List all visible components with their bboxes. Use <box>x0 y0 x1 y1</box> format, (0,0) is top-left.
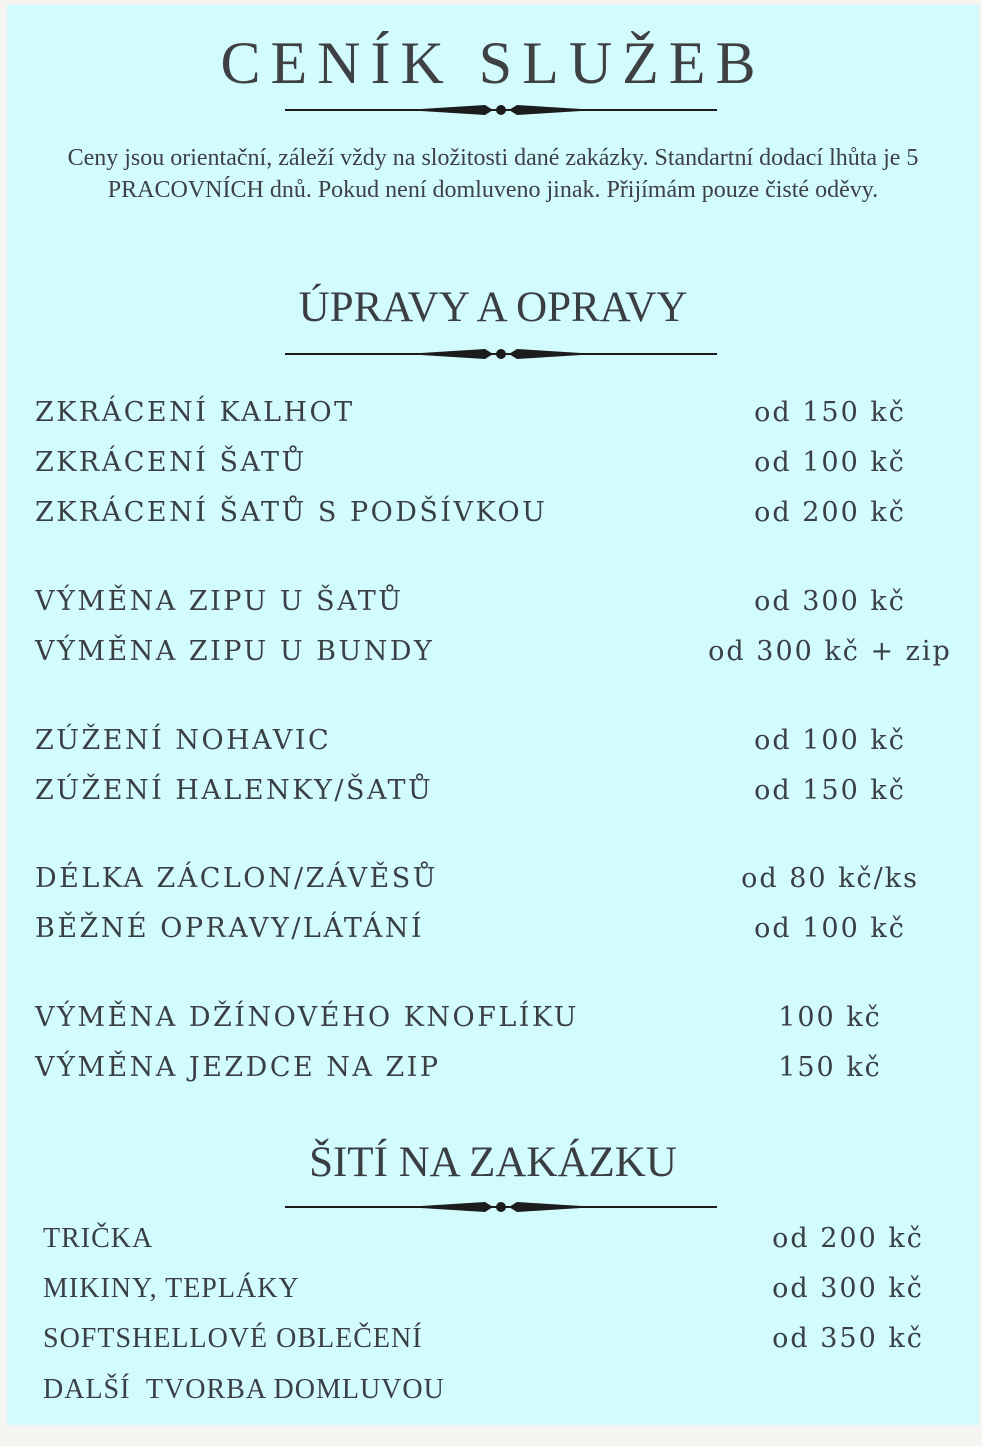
service-price: 100 kč <box>778 1002 882 1033</box>
service-price: 150 kč <box>778 1052 882 1083</box>
service-name: ZKRÁCENÍ ŠATŮ S PODŠÍVKOU <box>35 497 548 528</box>
list-item <box>43 1372 963 1408</box>
service-name: BĚŽNÉ OPRAVY/LÁTÁNÍ <box>35 913 425 944</box>
service-name: VÝMĚNA ZIPU U ŠATŮ <box>35 586 404 617</box>
ornament-divider <box>285 102 717 118</box>
service-name: DALŠÍ TVORBA DOMLUVOU <box>43 1374 445 1405</box>
list-item <box>35 861 975 897</box>
list-item <box>43 1321 963 1357</box>
list-item <box>35 773 975 809</box>
list-item <box>35 584 975 620</box>
service-name: VÝMĚNA JEZDCE NA ZIP <box>35 1052 441 1083</box>
service-name: MIKINY, TEPLÁKY <box>43 1273 300 1304</box>
section-heading-custom-sewing: ŠITÍ NA ZAKÁZKU <box>309 1139 677 1186</box>
service-price: od 300 kč <box>772 1273 924 1304</box>
service-price: od 100 kč <box>754 725 906 756</box>
intro-text: Ceny jsou orientační, záleží vždy na složitosti dané zakázky. Standartní dodací lhůta je 5 PRACOVNÍCH dnů. Pokud není domluveno jinak. Přijímám pouze čisté oděvy. <box>67 145 919 203</box>
service-price: od 100 kč <box>754 447 906 478</box>
service-price: od 200 kč <box>754 497 906 528</box>
service-price: od 300 kč + zip <box>708 636 952 667</box>
ornament-divider <box>285 346 717 362</box>
list-item <box>43 1221 963 1257</box>
service-price: od 100 kč <box>754 913 906 944</box>
price-list-card <box>7 5 979 1425</box>
service-price: od 200 kč <box>772 1223 924 1254</box>
service-price: od 350 kč <box>772 1323 924 1354</box>
list-item <box>35 395 975 431</box>
service-name: ZKRÁCENÍ ŠATŮ <box>35 447 307 478</box>
list-item <box>35 495 975 531</box>
service-name: VÝMĚNA DŽÍNOVÉHO KNOFLÍKU <box>35 1002 579 1033</box>
service-price: od 300 kč <box>754 586 906 617</box>
list-item <box>35 445 975 481</box>
service-price: od 150 kč <box>754 775 906 806</box>
list-item <box>35 1000 975 1036</box>
service-name: ZÚŽENÍ HALENKY/ŠATŮ <box>35 775 434 806</box>
service-price: od 150 kč <box>754 397 906 428</box>
service-name: ZKRÁCENÍ KALHOT <box>35 397 355 428</box>
service-name: DÉLKA ZÁCLON/ZÁVĚSŮ <box>35 863 439 894</box>
list-item <box>35 634 975 670</box>
service-name: VÝMĚNA ZIPU U BUNDY <box>35 636 435 667</box>
page-title: CENÍK SLUŽEB <box>220 30 766 96</box>
section-heading-repairs: ÚPRAVY A OPRAVY <box>298 284 688 331</box>
list-item <box>35 1050 975 1086</box>
list-item <box>43 1271 963 1307</box>
service-price: od 80 kč/ks <box>741 863 919 894</box>
list-item <box>35 911 975 947</box>
service-name: SOFTSHELLOVÉ OBLEČENÍ <box>43 1323 423 1354</box>
service-name: ZÚŽENÍ NOHAVIC <box>35 725 332 756</box>
service-name: TRIČKA <box>43 1223 154 1254</box>
list-item <box>35 723 975 759</box>
ornament-divider <box>285 1199 717 1215</box>
